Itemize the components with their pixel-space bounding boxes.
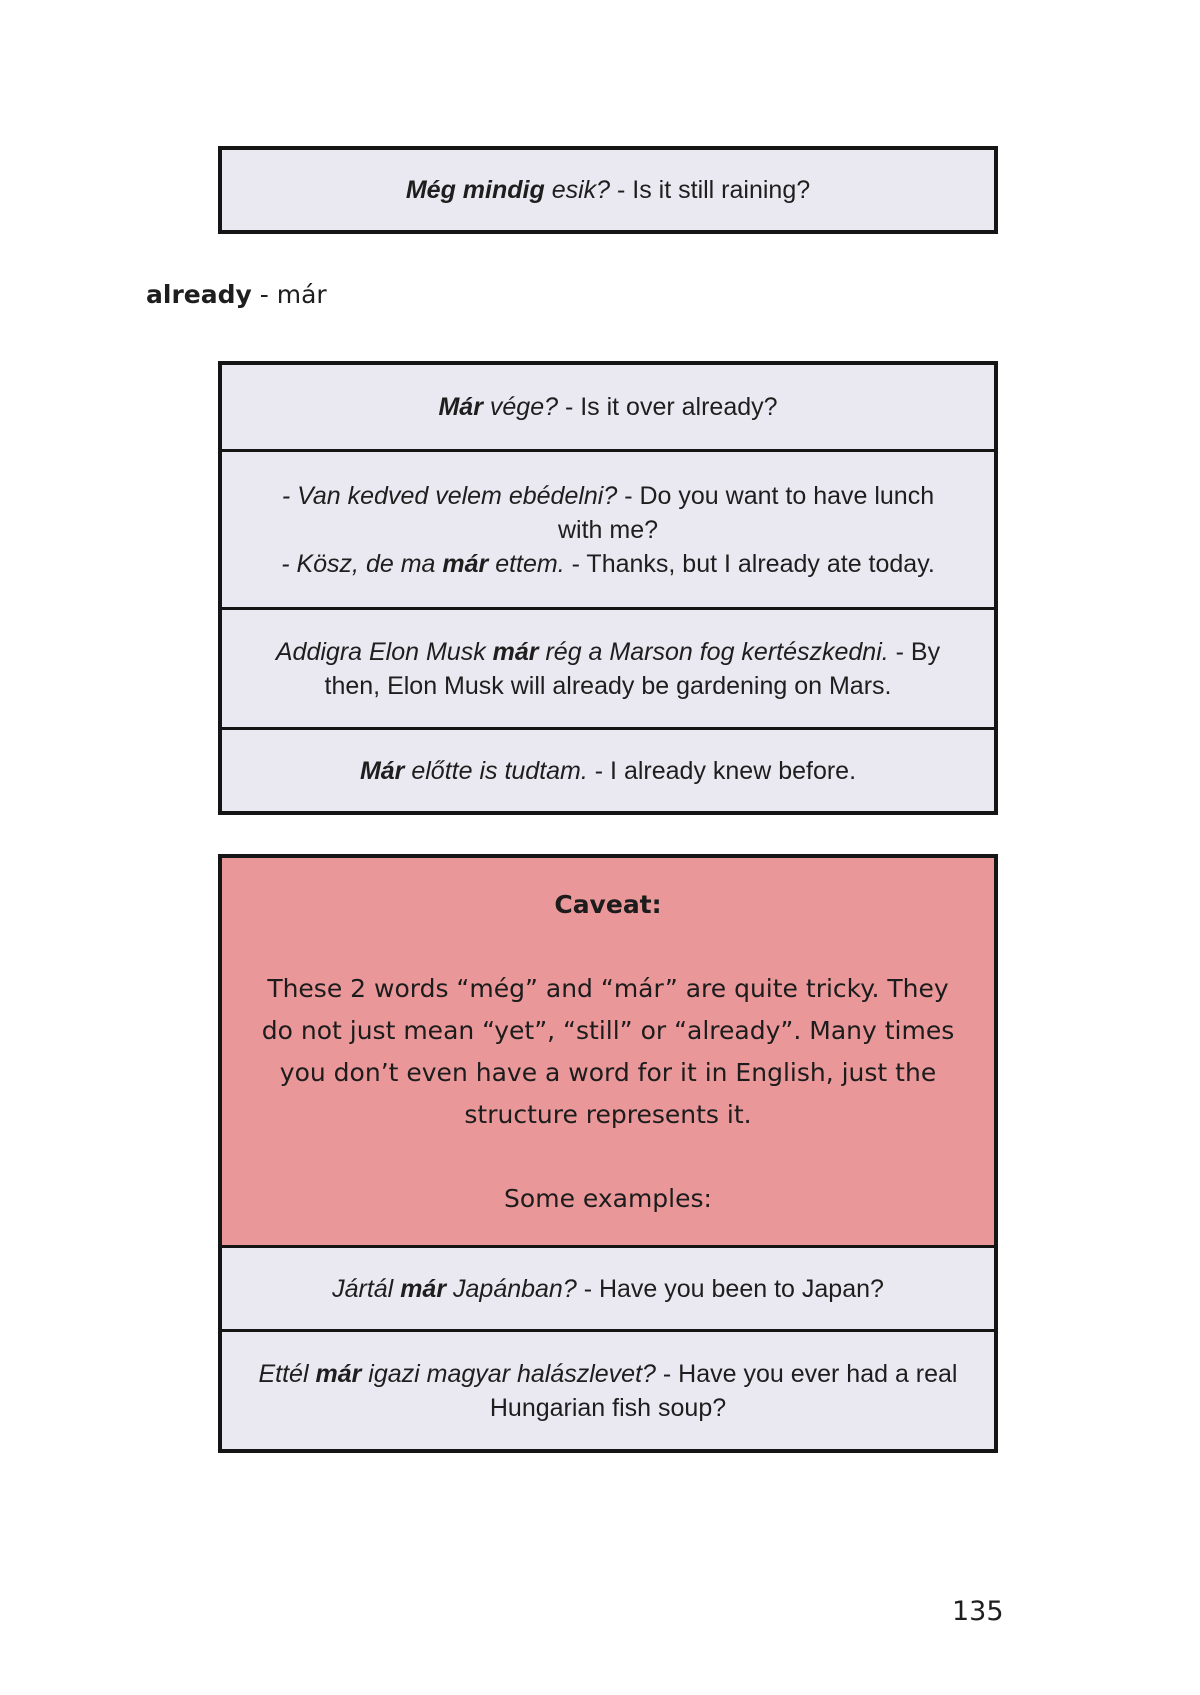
caveat-heading: Caveat: bbox=[554, 889, 662, 919]
english-translation: - I already knew before. bbox=[587, 756, 857, 785]
english-term: already bbox=[146, 280, 252, 309]
caveat-example-row-1 bbox=[222, 1245, 994, 1329]
hungarian-keyword: Még mindig bbox=[405, 176, 545, 204]
already-example-table bbox=[218, 361, 998, 815]
hungarian-sentence: rég a Marson fog kertészkedni. bbox=[538, 637, 889, 666]
page-number: 135 bbox=[952, 1596, 1004, 1627]
hungarian-sentence: - Kösz, de ma bbox=[281, 549, 443, 578]
dialogue-line-2 bbox=[281, 547, 935, 581]
hungarian-sentence: Jártál bbox=[332, 1274, 401, 1303]
english-translation: - Is it over already? bbox=[558, 393, 778, 421]
examples-label: Some examples: bbox=[504, 1183, 712, 1213]
hungarian-sentence: - Van kedved velem ebédelni? bbox=[281, 481, 618, 510]
hungarian-keyword: már bbox=[492, 637, 539, 666]
hungarian-keyword: már bbox=[442, 549, 489, 578]
hungarian-sentence: Ettél bbox=[258, 1359, 316, 1388]
hungarian-sentence: igazi magyar halászlevet? bbox=[361, 1359, 656, 1388]
english-translation: - Do you want to have lunch with me? bbox=[557, 481, 935, 544]
hungarian-keyword: már bbox=[400, 1274, 447, 1303]
still-example-row bbox=[222, 150, 994, 230]
dialogue-line-1 bbox=[258, 479, 958, 547]
hungarian-sentence: vége? bbox=[482, 393, 558, 421]
hungarian-sentence: előtte is tudtam. bbox=[404, 756, 588, 785]
hungarian-term: - már bbox=[251, 280, 327, 309]
hungarian-sentence: esik? bbox=[544, 176, 611, 204]
hungarian-sentence: Addigra Elon Musk bbox=[275, 637, 493, 666]
english-translation: - Is it still raining? bbox=[610, 176, 811, 204]
already-example-row-3 bbox=[222, 607, 994, 727]
english-translation: - By then, Elon Musk will already be gardening on Mars. bbox=[324, 637, 941, 700]
hungarian-keyword: Már bbox=[438, 393, 483, 421]
already-example-row-4 bbox=[222, 727, 994, 811]
english-translation: - Have you ever had a real Hungarian fish soup? bbox=[489, 1359, 958, 1422]
already-example-row-2 bbox=[222, 449, 994, 607]
caveat-example-row-2 bbox=[222, 1329, 994, 1449]
hungarian-keyword: már bbox=[315, 1359, 362, 1388]
caveat-body: These 2 words “még” and “már” are quite tricky. They do not just mean “yet”, “still” or “already”. Many times you don’t even have a word for it in English, just the structure represents it. bbox=[261, 973, 955, 1129]
english-translation: - Have you been to Japan? bbox=[576, 1274, 884, 1303]
english-translation: - Thanks, but I already ate today. bbox=[564, 549, 935, 578]
hungarian-sentence: Japánban? bbox=[446, 1274, 577, 1303]
hungarian-keyword: Már bbox=[359, 756, 405, 785]
caveat-table bbox=[218, 854, 998, 1453]
hungarian-sentence: ettem. bbox=[488, 549, 565, 578]
section-heading-already bbox=[146, 280, 327, 309]
already-example-row-1 bbox=[222, 365, 994, 449]
still-example-table bbox=[218, 146, 998, 234]
caveat-box bbox=[222, 858, 994, 1245]
